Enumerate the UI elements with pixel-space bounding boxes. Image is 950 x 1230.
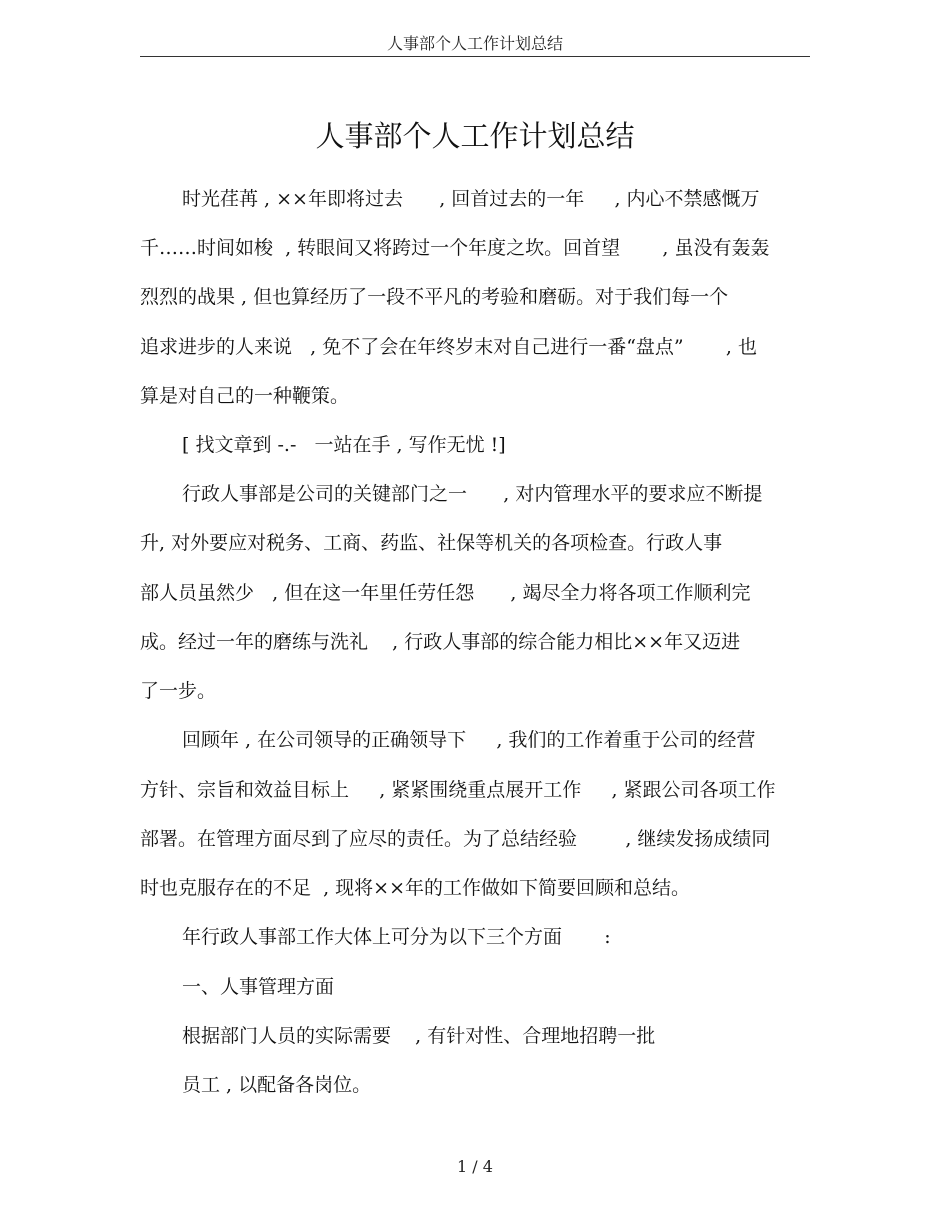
body-line: 方针、宗旨和效益目标上 , 紧紧围绕重点展开工作 , 紧跟公司各项工作 xyxy=(140,779,776,801)
document-title: 人事部个人工作计划总结 xyxy=(315,119,635,153)
body-line: 年行政人事部工作大体上可分为以下三个方面 : xyxy=(182,926,611,948)
body-line: 回顾年 , 在公司领导的正确领导下 , 我们的工作着重于公司的经营 xyxy=(182,729,756,751)
header-rule xyxy=(140,56,810,57)
body-line: 算是对自己的一种鞭策。 xyxy=(140,385,350,407)
section-heading: 一、人事管理方面 xyxy=(182,976,335,998)
body-line: 员工 , 以配备各岗位。 xyxy=(182,1074,372,1096)
body-line: 时也克服存在的不足 , 现将××年的工作做如下简要回顾和总结。 xyxy=(140,877,690,899)
body-line: 成。经过一年的磨练与洗礼 , 行政人事部的综合能力相比××年又迈进 xyxy=(140,631,741,653)
body-line: [ 找文章到 -.- 一站在手 , 写作无忧 !] xyxy=(182,434,506,456)
body-line: 时光荏苒 , ××年即将过去 , 回首过去的一年 , 内心不禁感慨万 xyxy=(182,188,760,210)
body-line: 部署。在管理方面尽到了应尽的责任。为了总结经验 , 继续发扬成绩同 xyxy=(140,828,771,850)
body-line: 升, 对外要应对税务、工商、药监、社保等机关的各项检查。行政人事 xyxy=(140,532,723,554)
body-line: 行政人事部是公司的关键部门之一 , 对内管理水平的要求应不断提 xyxy=(182,483,763,505)
body-line: 追求进步的人来说 , 免不了会在年终岁末对自己进行一番“盘点” , 也 xyxy=(140,336,757,358)
body-line: 部人员虽然少 , 但在这一年里任劳任怨 , 竭尽全力将各项工作顺利完 xyxy=(140,582,751,604)
body-line: 千……时间如梭 , 转眼间又将跨过一个年度之坎。回首望 , 虽没有轰轰 xyxy=(140,237,770,259)
running-header: 人事部个人工作计划总结 xyxy=(386,34,563,53)
body-line: 根据部门人员的实际需要 , 有针对性、合理地招聘一批 xyxy=(182,1025,656,1047)
body-line: 烈烈的战果 , 但也算经历了一段不平凡的考验和磨砺。对于我们每一个 xyxy=(140,286,729,308)
page-number: 1 / 4 xyxy=(457,1157,493,1176)
body-line: 了一步。 xyxy=(140,680,217,702)
